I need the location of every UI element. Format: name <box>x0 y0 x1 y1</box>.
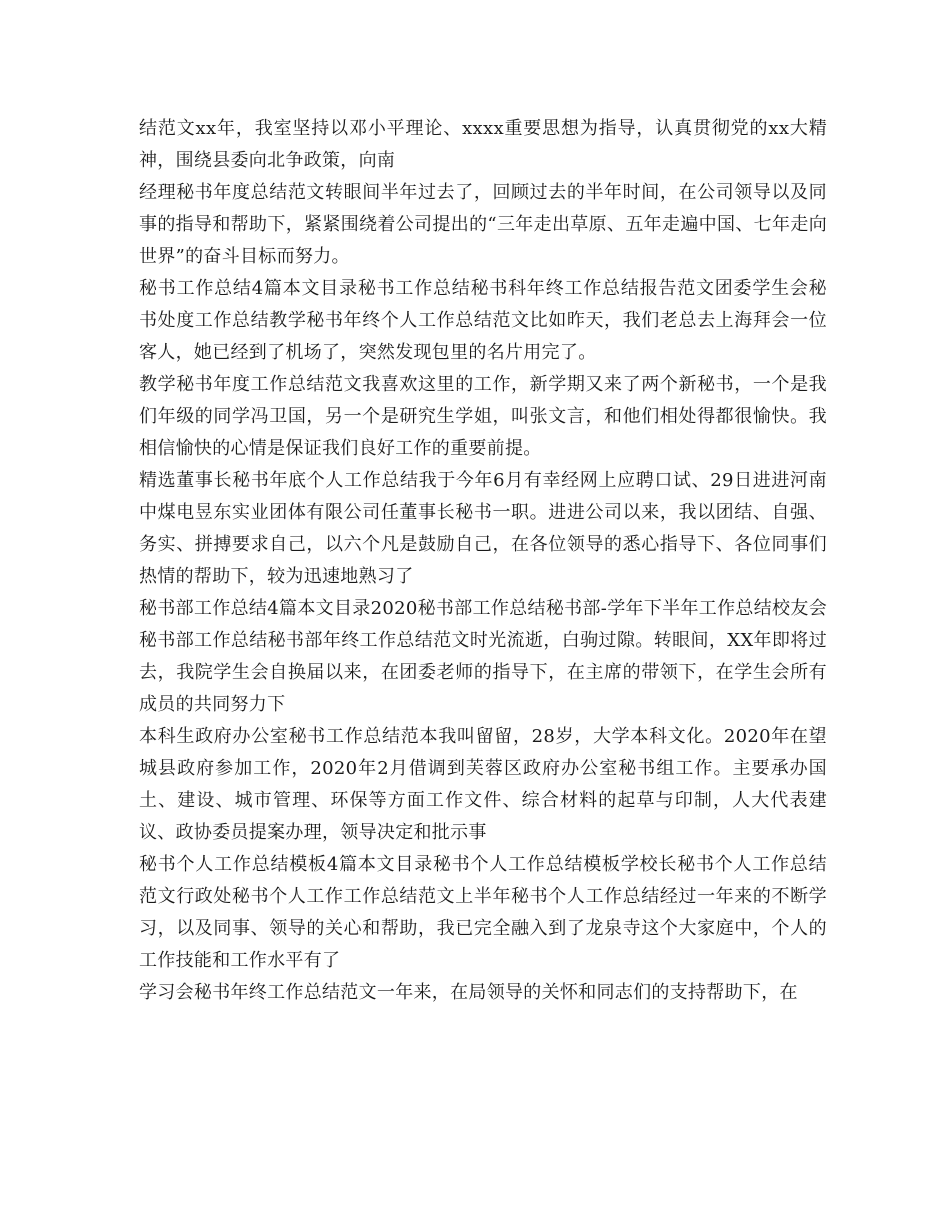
paragraph-2: 经理秘书年度总结范文转眼间半年过去了，回顾过去的半年时间，在公司领导以及同事的指导和帮助下，紧紧围绕着公司提出的“三年走出草原、五年走遍中国、七年走向世界”的奋斗目标而努力。 <box>139 182 827 267</box>
paragraph-4: 教学秘书年度工作总结范文我喜欢这里的工作，新学期又来了两个新秘书，一个是我们年级的同学冯卫国，另一个是研究生学姐，叫张文言，和他们相处得都很愉快。我相信愉快的心情是保证我们良好工作的重要前提。 <box>139 374 827 459</box>
paragraph-9: 学习会秘书年终工作总结范文一年来，在局领导的关怀和同志们的支持帮助下，在 <box>139 982 798 1003</box>
paragraph-3: 秘书工作总结4篇本文目录秘书工作总结秘书科年终工作总结报告范文团委学生会秘书处度工作总结教学秘书年终个人工作总结范文比如昨天，我们老总去上海拜会一位客人，她已经到了机场了，突然发现包里的名片用完了。 <box>139 278 827 363</box>
document-body <box>139 113 827 1009</box>
paragraph-7: 本科生政府办公室秘书工作总结范本我叫留留，28岁，大学本科文化。2020年在望城县政府参加工作，2020年2月借调到芙蓉区政府办公室秘书组工作。主要承办国土、建设、城市管理、环保等方面工作文件、综合材料的起草与印制，人大代表建议、政协委员提案办理，领导决定和批示事 <box>139 726 827 843</box>
paragraph-5: 精选董事长秘书年底个人工作总结我于今年6月有幸经网上应聘口试、29日进进河南中煤电昱东实业团体有限公司任董事长秘书一职。进进公司以来，我以团结、自强、务实、拼搏要求自己，以六个凡是鼓励自己，在各位领导的悉心指导下、各位同事们热情的帮助下，较为迅速地熟习了 <box>139 470 827 587</box>
paragraph-1: 结范文xx年，我室坚持以邓小平理论、xxxx重要思想为指导，认真贯彻党的xx大精神，围绕县委向北争政策，向南 <box>139 118 827 171</box>
paragraph-8: 秘书个人工作总结模板4篇本文目录秘书个人工作总结模板学校长秘书个人工作总结范文行政处秘书个人工作工作总结范文上半年秘书个人工作总结经过一年来的不断学习，以及同事、领导的关心和帮助，我已完全融入到了龙泉寺这个大家庭中，个人的工作技能和工作水平有了 <box>139 854 827 971</box>
paragraph-6: 秘书部工作总结4篇本文目录2020秘书部工作总结秘书部-学年下半年工作总结校友会秘书部工作总结秘书部年终工作总结范文时光流逝，白驹过隙。转眼间，XX年即将过去，我院学生会自换届以来，在团委老师的指导下，在主席的带领下，在学生会所有成员的共同努力下 <box>139 598 827 715</box>
